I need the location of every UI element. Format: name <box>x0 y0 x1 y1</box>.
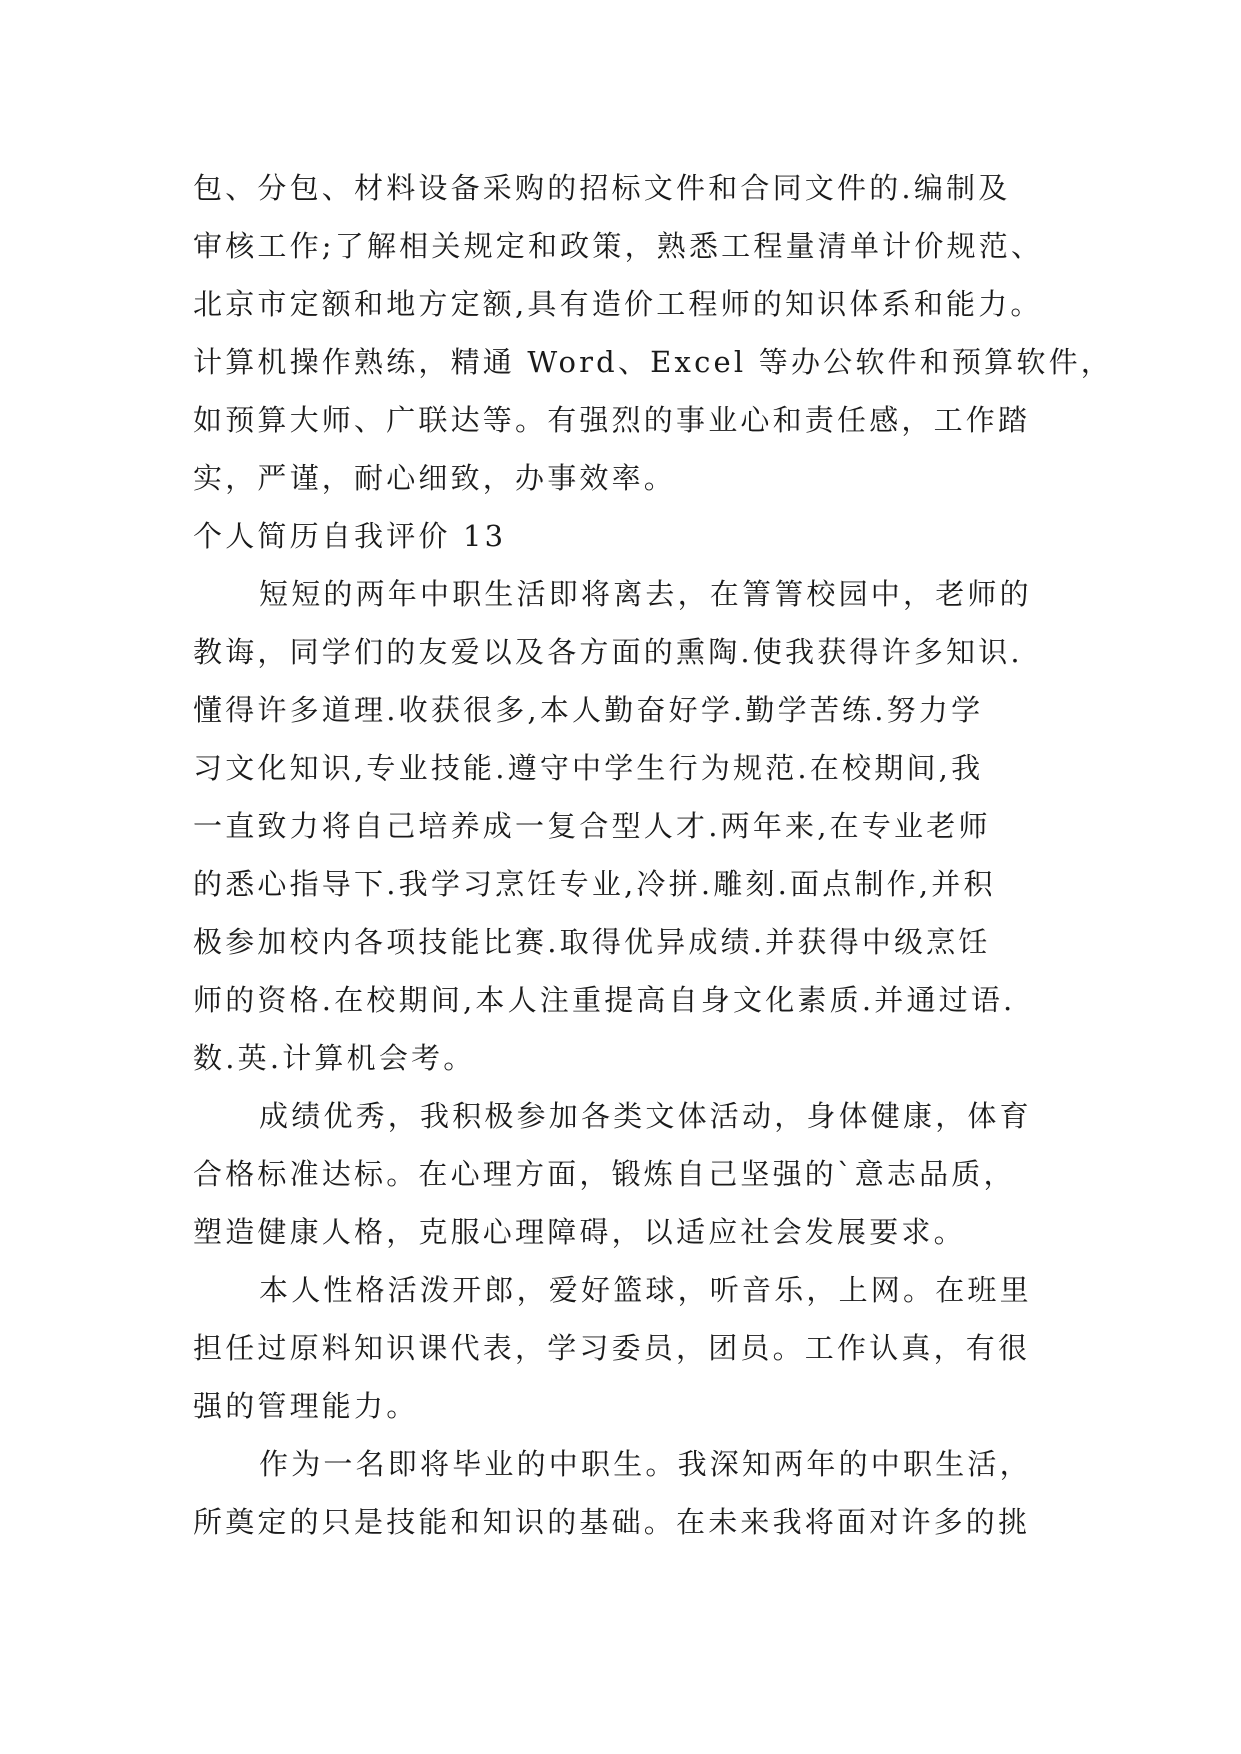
text-line: 数.英.计算机会考。 <box>193 1041 476 1075</box>
text-line: 合格标准达标。在心理方面，锻炼自己坚强的`意志品质， <box>193 1157 1016 1191</box>
text-line: 本人性格活泼开郎，爱好篮球，听音乐，上网。在班里 <box>259 1273 1032 1307</box>
text-line: 教诲，同学们的友爱以及各方面的熏陶.使我获得许多知识. <box>193 635 1023 669</box>
text-line: 担任过原料知识课代表，学习委员，团员。工作认真，有很 <box>193 1331 1031 1365</box>
text-line: 包、分包、材料设备采购的招标文件和合同文件的.编制及 <box>193 171 1011 205</box>
text-line: 习文化知识,专业技能.遵守中学生行为规范.在校期间,我 <box>193 751 984 785</box>
text-line: 强的管理能力。 <box>193 1389 419 1423</box>
text-line: 个人简历自我评价 13 <box>193 519 507 553</box>
text-line: 短短的两年中职生活即将离去，在箐箐校园中，老师的 <box>259 577 1032 611</box>
text-line: 师的资格.在校期间,本人注重提高自身文化素质.并通过语. <box>193 983 1016 1017</box>
text-line: 作为一名即将毕业的中职生。我深知两年的中职生活， <box>259 1447 1032 1481</box>
text-line: 如预算大师、广联达等。有强烈的事业心和责任感，工作踏 <box>193 403 1031 437</box>
text-line: 塑造健康人格，克服心理障碍，以适应社会发展要求。 <box>193 1215 966 1249</box>
text-line: 审核工作;了解相关规定和政策，熟悉工程量清单计价规范、 <box>193 229 1044 263</box>
text-line: 实，严谨，耐心细致，办事效率。 <box>193 461 677 495</box>
text-line: 懂得许多道理.收获很多,本人勤奋好学.勤学苦练.努力学 <box>193 693 984 727</box>
text-line: 极参加校内各项技能比赛.取得优异成绩.并获得中级烹饪 <box>193 925 991 959</box>
text-line: 所奠定的只是技能和知识的基础。在未来我将面对许多的挑 <box>193 1505 1031 1539</box>
text-line: 的悉心指导下.我学习烹饪专业,冷拼.雕刻.面点制作,并积 <box>193 867 996 901</box>
text-line: 一直致力将自己培养成一复合型人才.两年来,在专业老师 <box>193 809 991 843</box>
text-line: 成绩优秀，我积极参加各类文体活动，身体健康，体育 <box>259 1099 1032 1133</box>
text-line: 北京市定额和地方定额,具有造价工程师的知识体系和能力。 <box>193 287 1043 321</box>
text-line: 计算机操作熟练，精通 Word、Excel 等办公软件和预算软件， <box>193 345 1113 379</box>
document-body <box>193 159 1113 1551</box>
